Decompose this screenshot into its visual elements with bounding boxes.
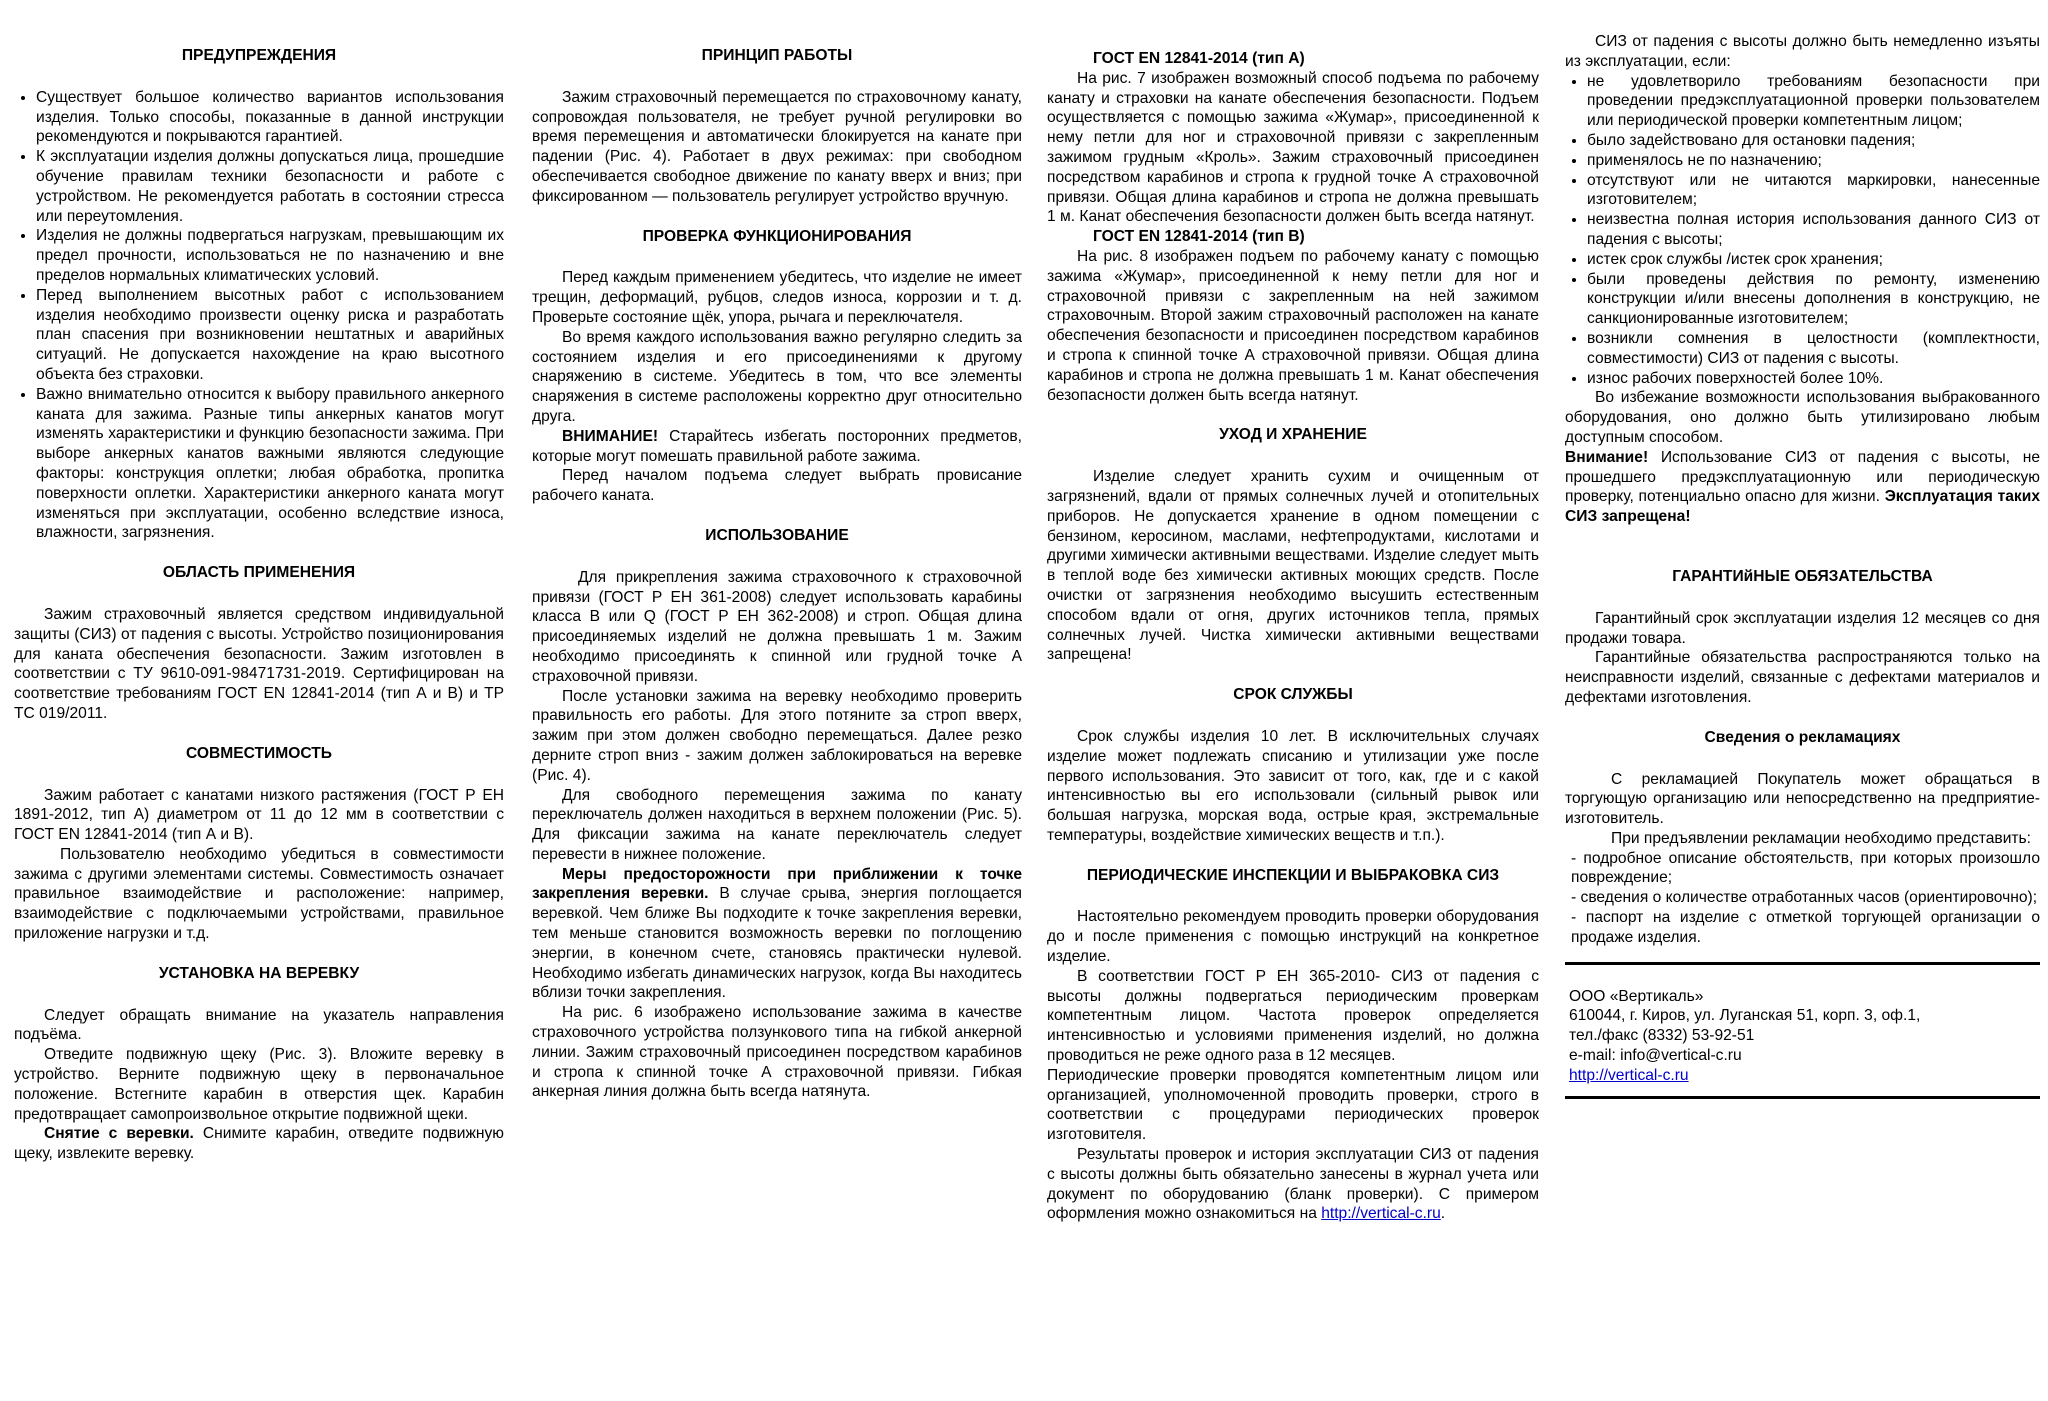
company-phone: тел./факс (8332) 53-92-51 [1569,1027,1755,1045]
check-warning-label: ВНИМАНИЕ! [562,427,659,445]
check-warning-text: Старайтесь избегать посторонних предметов, которые могут помешать правильной работе зажима. [532,427,1022,465]
company-address: 610044, г. Киров, ул. Луганская 51, корп. 3, оф.1, [1569,1007,1921,1025]
warning-paragraph [1565,448,2040,527]
inspect-paragraph-3: Периодические проверки проводятся компетентным лицом или организацией, уполномоченной проводить проверки, строго в соответствии с процедурами периодических проверок изготовителя. [1047,1066,1539,1144]
usage-paragraph-5: На рис. 6 изображено использование зажима в качестве страховочного устройства ползункового типа на гибкой анкерной линии. Зажим страховочный присоединен посредством карабинов и стропа к спинной точке А страховочной привязи. Гибкая анкерная линия должна быть всегда натянута. [532,1004,1022,1101]
claims-title: Сведения о рекламациях [1704,728,1901,746]
life-text: Срок службы изделия 10 лет. В исключительных случаях изделие может подлежать списанию и утилизации уже после первого использования. Это зависит от того, как, где и с какой интенсивностью вы его использовали (сильный рывок или большая нагрузка, морская вода, острые края, экстремальные температуры, воздействие химических веществ и т.п.). [1047,727,1539,844]
gost-b-text: На рис. 8 изображен подъем по рабочему канату с помощью зажима «Жумар», присоединенной к нему петли для ног и страховочной привязи с закрепленным на ней зажимом страховочным. Второй зажим страховочный расположен на канате обеспечения безопасности и присоединен посредством карабинов и стропа к спинной точке А страховочной привязи. Общая длина карабинов и стропа не должна превышать 1 м. Канат обеспечения безопасности должен быть всегда натянут. [1047,247,1539,404]
scope-title: ОБЛАСТЬ ПРИМЕНЕНИЯ [162,564,356,582]
divider [1565,1096,2040,1099]
warranty-paragraph-2: Гарантийные обязательства распространяются только на неисправности изделий, связанные с дефектами материалов и дефектами изготовления. [1565,649,2040,706]
contact-block [1565,987,2040,1086]
column-1 [14,46,504,1164]
principle-title: ПРИНЦИП РАБОТЫ [701,47,853,64]
list-item: • были проведены действия по ремонту, изменению конструкции и/или внесены дополнения в конструкцию, не санкционированные изготовителем; [1587,270,2040,329]
check-paragraph-3 [532,427,1022,467]
life-title: СРОК СЛУЖБЫ [1233,686,1353,704]
care-text: Изделие следует хранить сухим и очищенным от загрязнений, вдали от прямых солнечных лучей и отопительных приборов. Не допускается хранение в одном помещении с бензином, керосином, маслами, нефтепродуктами, кислотами и другими химически активными веществами. Изделие следует мыть в теплой воде без химически активных моющих средств. После очистки от загрязнения необходимо высушить естественным способом вдали от огня, других источников тепла, прямых солнечных лучей. Чистка химически активными веществами запрещена! [1047,468,1539,664]
check-paragraph-4: Перед началом подъема следует выбрать провисание рабочего каната. [532,467,1022,505]
usage-paragraph-1: Для прикрепления зажима страховочного к страховочной привязи (ГОСТ Р ЕН 361-2008) следует использовать карабины класса В или Q (ГОСТ Р ЕН 362-2008) и строп. Общая длина присоединяемых изделий не должна превышать 1 м. Зажим необходимо присоединять к спинной или грудной точке А страховочной привязи. [532,568,1022,685]
install-remove-label: Снятие с веревки. [44,1125,194,1143]
divider [1565,962,2040,965]
claims-paragraph-1: С рекламацией Покупатель может обращаться в торгующую организацию или непосредственно на предприятие-изготовитель. [1565,770,2040,828]
column-3 [1047,49,1539,1224]
warnings-title: ПРЕДУПРЕЖДЕНИЯ [181,47,337,64]
install-paragraph-3 [14,1124,504,1164]
column-4 [1565,32,2040,1121]
list-item: • неизвестна полная история использования данного СИЗ от падения с высоты; [1587,210,2040,250]
usage-caution-text: В случае срыва, энергия поглощается веревкой. Чем ближе Вы подходите к точке закрепления веревки, тем меньше становится возможность веревки по поглощению энергии, в конечном счете, становясь практически нулевой. Необходимо избегать динамических нагрузок, когда Вы находитесь вблизи точки закрепления. [532,885,1022,1002]
withdraw-intro: СИЗ от падения с высоты должно быть немедленно изъяты из эксплуатации, если: [1565,33,2040,70]
warnings-list [14,88,504,543]
column-2 [532,46,1022,1102]
compat-paragraph-2: Пользователю необходимо убедиться в совместимости зажима с другими элементами системы. Совместимость означает правильное взаимодействие и расположение: например, взаимодействие с подключаемыми устройствами, правильное приложение нагрузки и т.д. [14,845,504,943]
list-item: • Перед выполнением высотных работ с использованием изделия необходимо произвести оценку риска и разработать план спасения при возникновении нештатных и аварийных ситуаций. Не допускается нахождение на краю высотного объекта без страховки. [36,286,504,385]
warning-text: Использование СИЗ от падения с высоты, не прошедшего предэксплуатационную или периодическую проверку, потенциально опасно для жизни. [1565,448,2040,506]
inspect-paragraph-4-end: . [1440,1205,1446,1223]
install-paragraph-1: Следует обращать внимание на указатель направления подъёма. [14,1006,504,1044]
inspect-title: ПЕРИОДИЧЕСКИЕ ИНСПЕКЦИИ И ВЫБРАКОВКА СИЗ [1086,866,1500,884]
list-item: • Изделия не должны подвергаться нагрузкам, превышающим их предел прочности, использоваться не по назначению и вне пределов нормальных климатических условий. [36,226,504,285]
list-item: • не удовлетворило требованиям безопасности при проведении предэксплуатационной проверки пользователем или периодической проверки компетентным лицом; [1587,72,2040,131]
inspect-paragraph-4 [1047,1145,1539,1224]
warning-label: Внимание! [1565,448,1649,466]
install-remove-text: Снимите карабин, отведите подвижную щеку, извлеките веревку. [14,1125,504,1163]
gost-a-title: ГОСТ EN 12841-2014 (тип А) [1093,50,1305,67]
warranty-paragraph-1: Гарантийный срок эксплуатации изделия 12 месяцев со дня продажи товара. [1565,609,2040,647]
principle-text: Зажим страховочный перемещается по страховочному канату, сопровождая пользователя, не требует ручной регулировки во время перемещения и автоматически блокируется на канате при падении (Рис. 4). Работает в двух режимах: при свободном обеспечивается свободное движение по канату вверх и вниз; при фиксированном — пользователь регулирует устройство вручную. [532,88,1022,205]
company-email: e-mail: info@vertical-c.ru [1569,1047,1742,1065]
warranty-title: ГАРАНТИйНЫЕ ОБЯЗАТЕЛЬСТВА [1672,567,1933,585]
inspect-paragraph-2: В соответствии ГОСТ Р ЕН 365-2010- СИЗ от падения с высоты должны подвергаться периодическим проверкам компетентным лицом. Частота проверок определяется интенсивностью и условиями применения изделий, но должна проводиться не реже одного раза в 12 месяцев. [1047,967,1539,1065]
compat-title: СОВМЕСТИМОСТЬ [186,744,332,762]
list-item: • было задействовано для остановки падения; [1587,131,2040,151]
claims-item: - подробное описание обстоятельств, при которых произошло повреждение; [1571,849,2040,887]
usage-paragraph-3: Для свободного перемещения зажима по канату переключатель должен находиться в верхнем положении (Рис. 5). Для фиксации зажима на канате переключатель следует перевести в нижнее положение. [532,786,1022,863]
scope-text: Зажим страховочный является средством индивидуальной защиты (СИЗ) от падения с высоты. Устройство позиционирования для каната обеспечения безопасности. Зажим изготовлен в соответствии с ТУ 9610-091-98471731-2019. Сертифицирован на соответствие требованиям ГОСТ EN 12841-2014 (тип А и В) и ТР ТС 019/2011. [14,605,504,722]
usage-caution-label: Меры предосторожности при приближении к точке закрепления веревки. [532,865,1022,903]
compat-paragraph-1: Зажим работает с канатами низкого растяжения (ГОСТ Р ЕН 1891-2012, тип А) диаметром от 11 до 12 мм в соответствии с ГОСТ EN 12841-2014 (тип А и В). [14,786,504,844]
install-paragraph-2: Отведите подвижную щеку (Рис. 3). Вложите веревку в устройство. Верните подвижную щеку в первоначальное положение. Встегните карабин в отверстия щек. Карабин предотвращает самопроизвольное открытие подвижной щеки. [14,1046,504,1123]
install-title: УСТАНОВКА НА ВЕРЕВКУ [158,964,360,982]
usage-paragraph-2: После установки зажима на веревку необходимо проверить правильность его работы. Для этого потяните за строп вверх, зажим при этом должен свободно перемещаться. Далее резко дерните строп вниз - зажим должен заблокироваться на веревке (Рис. 4). [532,687,1022,784]
list-item: • Существует большое количество вариантов использования изделия. Только способы, показанные в данной инструкции рекомендуются и покрываются гарантией. [36,88,504,147]
usage-paragraph-4 [532,865,1022,1004]
withdraw-list [1565,72,2040,389]
claims-item: - паспорт на изделие с отметкой торгующей организации о продаже изделия. [1571,909,2040,946]
check-paragraph-1: Перед каждым применением убедитесь, что изделие не имеет трещин, деформаций, рубцов, следов износа, коррозии и т. д. Проверьте состояние щёк, упора, рычага и переключателя. [532,269,1022,326]
claims-paragraph-2: При предъявлении рекламации необходимо представить: [1611,829,2032,847]
care-title: УХОД И ХРАНЕНИЕ [1219,426,1367,444]
list-item: • возникли сомнения в целостности (комплектности, совместимости) СИЗ от падения с высоты. [1587,329,2040,369]
usage-title: ИСПОЛЬЗОВАНИЕ [705,526,849,544]
warning-prohibited: Эксплуатация таких СИЗ запрещена! [1565,488,2040,526]
list-item: • истек срок службы /истек срок хранения; [1587,250,2040,270]
gost-b-title: ГОСТ EN 12841-2014 (тип В) [1093,228,1305,246]
check-title: ПРОВЕРКА ФУНКЦИОНИРОВАНИЯ [642,227,912,245]
list-item: • износ рабочих поверхностей более 10%. [1587,369,2040,389]
inspect-paragraph-1: Настоятельно рекомендуем проводить проверки оборудования до и после применения с помощью инструкций на конкретное изделие. [1047,908,1539,966]
list-item: • применялось не по назначению; [1587,151,2040,171]
list-item: • Важно внимательно относится к выбору правильного анкерного каната для зажима. Разные типы анкерных канатов могут изменять характеристики и функцию безопасности зажима. При выборе анкерных канатов важными являются следующие факторы: конструкция оплетки; любая обработка, пропитка поверхности оплетки. Характеристики анкерного каната могут изменяться при эксплуатации, особенно вследствие износа, влажности, загрязнения. [36,385,504,543]
withdraw-paragraph-2: Во избежание возможности использования выбракованного оборудования, оно должно быть утилизировано любым доступным способом. [1565,389,2040,446]
inspect-link[interactable]: http://vertical-c.ru [1321,1205,1441,1223]
claims-item: - сведения о количестве отработанных часов (ориентировочно); [1571,889,2038,907]
list-item: • отсутствуют или не читаются маркировки, нанесенные изготовителем; [1587,171,2040,211]
check-paragraph-2: Во время каждого использования важно регулярно следить за состоянием изделия и его присоединениями к другому снаряжению в системе. Убедитесь в том, что все элементы снаряжения в системе расположены корректно друг относительно друга. [532,328,1022,425]
company-name: ООО «Вертикаль» [1569,987,1704,1005]
list-item: • К эксплуатации изделия должны допускаться лица, прошедшие обучение правилам техники безопасности и работе с устройством. Не рекомендуется работать в состоянии стресса или переутомления. [36,147,504,226]
gost-a-text: На рис. 7 изображен возможный способ подъема по рабочему канату и страховки на канате обеспечения безопасности. Подъем осуществляется с помощью зажима «Жумар», присоединенной к нему петли для ног и страховочной привязи с закрепленным зажимом грудным «Кроль». Зажим страховочный присоединен посредством карабинов и стропа к грудной точке А страховочной привязи. Общая длина карабинов и стропа не должна превышать 1 м. Канат обеспечения безопасности должен быть всегда натянут. [1047,69,1539,226]
company-website-link[interactable]: http://vertical-c.ru [1569,1066,1689,1084]
inspect-paragraph-4-text: Результаты проверок и история эксплуатации СИЗ от падения с высоты должны быть обязательно занесены в журнал учета или документ по оборудованию (бланк проверки). С примером оформления можно ознакомиться на [1047,1146,1539,1223]
